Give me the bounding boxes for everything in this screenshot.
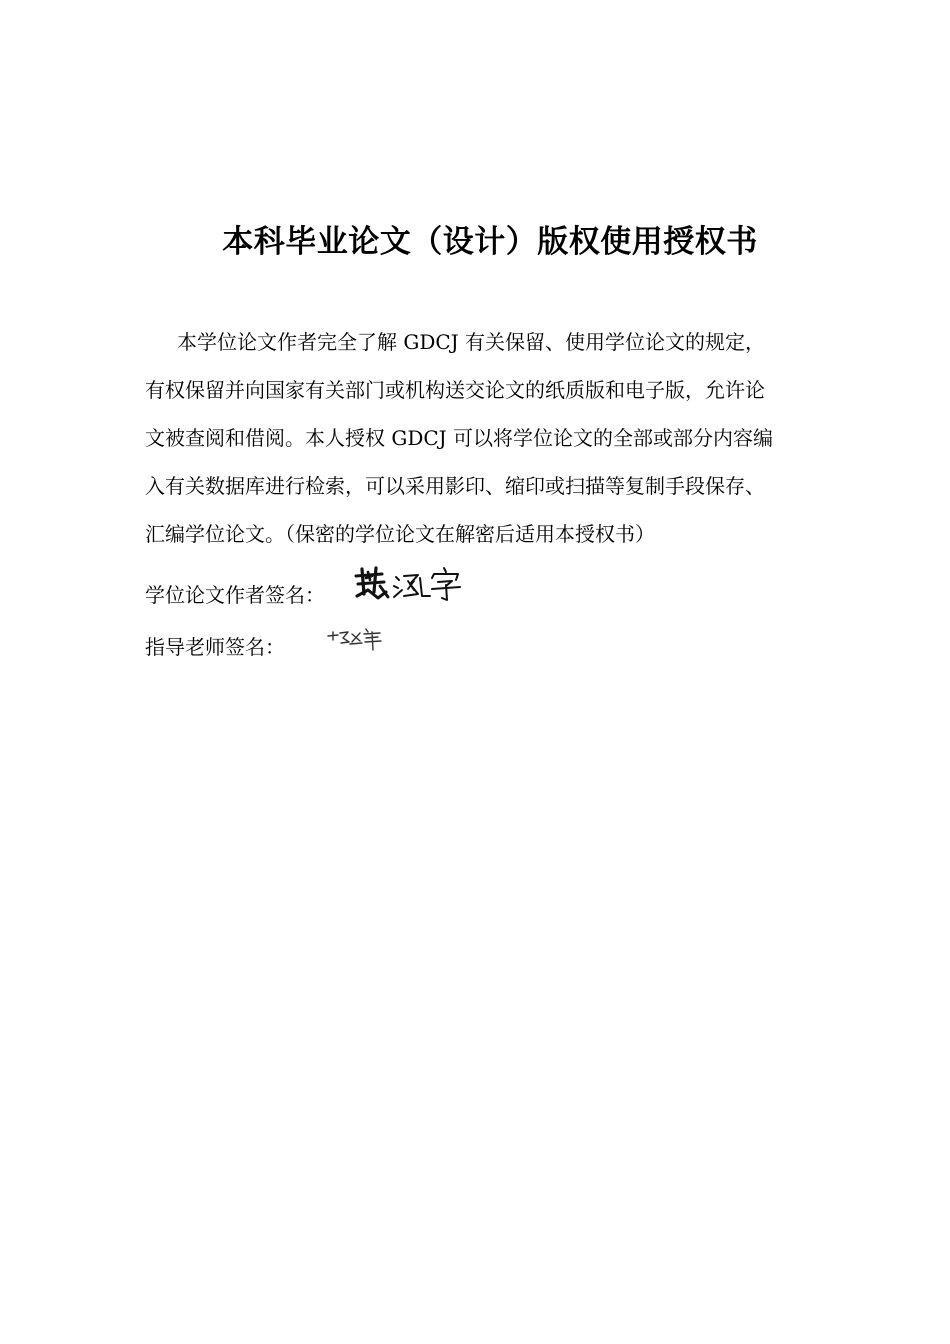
advisor-handwritten-signature xyxy=(326,624,386,652)
paragraph-line: 本学位论文作者完全了解 GDCJ 有关保留、使用学位论文的规定， xyxy=(177,330,766,354)
advisor-signature-label: 指导老师签名： xyxy=(145,634,285,659)
authorization-paragraph xyxy=(145,318,845,558)
paragraph-line: 入有关数据库进行检索，可以采用影印、缩印或扫描等复制手段保存、 xyxy=(145,474,765,498)
paragraph-line: 文被查阅和借阅。本人授权 GDCJ 可以将学位论文的全部或部分内容编 xyxy=(145,426,774,450)
document-title: 本科毕业论文（设计）版权使用授权书 xyxy=(222,224,758,260)
paragraph-line: 汇编学位论文。（保密的学位论文在解密后适用本授权书） xyxy=(145,522,655,546)
advisor-signature-row xyxy=(145,630,285,662)
author-signature-row xyxy=(145,578,325,610)
author-handwritten-signature xyxy=(352,566,464,602)
paragraph-line: 有权保留并向国家有关部门或机构送交论文的纸质版和电子版，允许论 xyxy=(145,378,765,402)
author-signature-label: 学位论文作者签名： xyxy=(145,582,325,607)
